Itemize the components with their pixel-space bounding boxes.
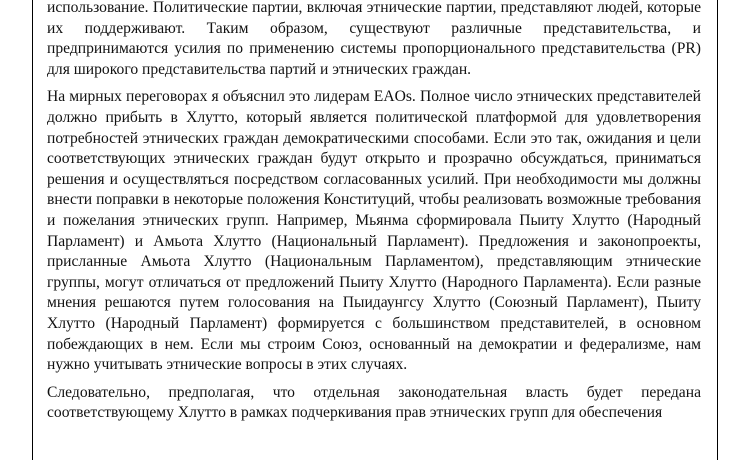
paragraph-3: Следовательно, предполагая, что отдельная законодательная власть будет передана соответствующему Хлутто в рамках подчеркивания прав этнических групп для обеспечения	[47, 383, 701, 422]
document-body	[47, 0, 701, 431]
paragraph-2: На мирных переговорах я объяснил это лидерам EAOs. Полное число этнических представителей должно прибыть в Хлутто, который является политической платформой для удовлетворения потребностей этнических граждан демократическими способами. Если это так, ожидания и цели соответствующих этнических граждан будут открыто и прозрачно обсуждаться, приниматься решения и осуществляться посредством согласованных усилий. При необходимости мы должны внести поправки в некоторые положения Конституций, чтобы реализовать возможные требования и пожелания этнических групп. Например, Мьянма сформировала Пыиту Хлутто (Народный Парламент) и Амьота Хлутто (Национальный Парламент). Предложения и законопроекты, присланные Амьота Хлутто (Национальным Парламентом), представляющим этнические группы, могут отличаться от предложений Пыиту Хлутто (Народного Парламента). Если разные мнения решаются путем голосования на Пыидаунгсу Хлутто (Союзный Парламент), Пыиту Хлутто (Народный Парламент) формируется с большинством представителей, в основном побеждающих в нем. Если мы строим Союз, основанный на демократии и федерализме, нам нужно учитывать этнические вопросы в этих случаях.	[47, 88, 701, 374]
paragraph-1: использование. Политические партии, включая этнические партии, представляют людей, которые их поддерживают. Таким образом, существуют различные представительства, и предпринимаются усилия по применению системы пропорционального представительства (PR) для широкого представительства партий и этнических граждан.	[47, 0, 701, 78]
